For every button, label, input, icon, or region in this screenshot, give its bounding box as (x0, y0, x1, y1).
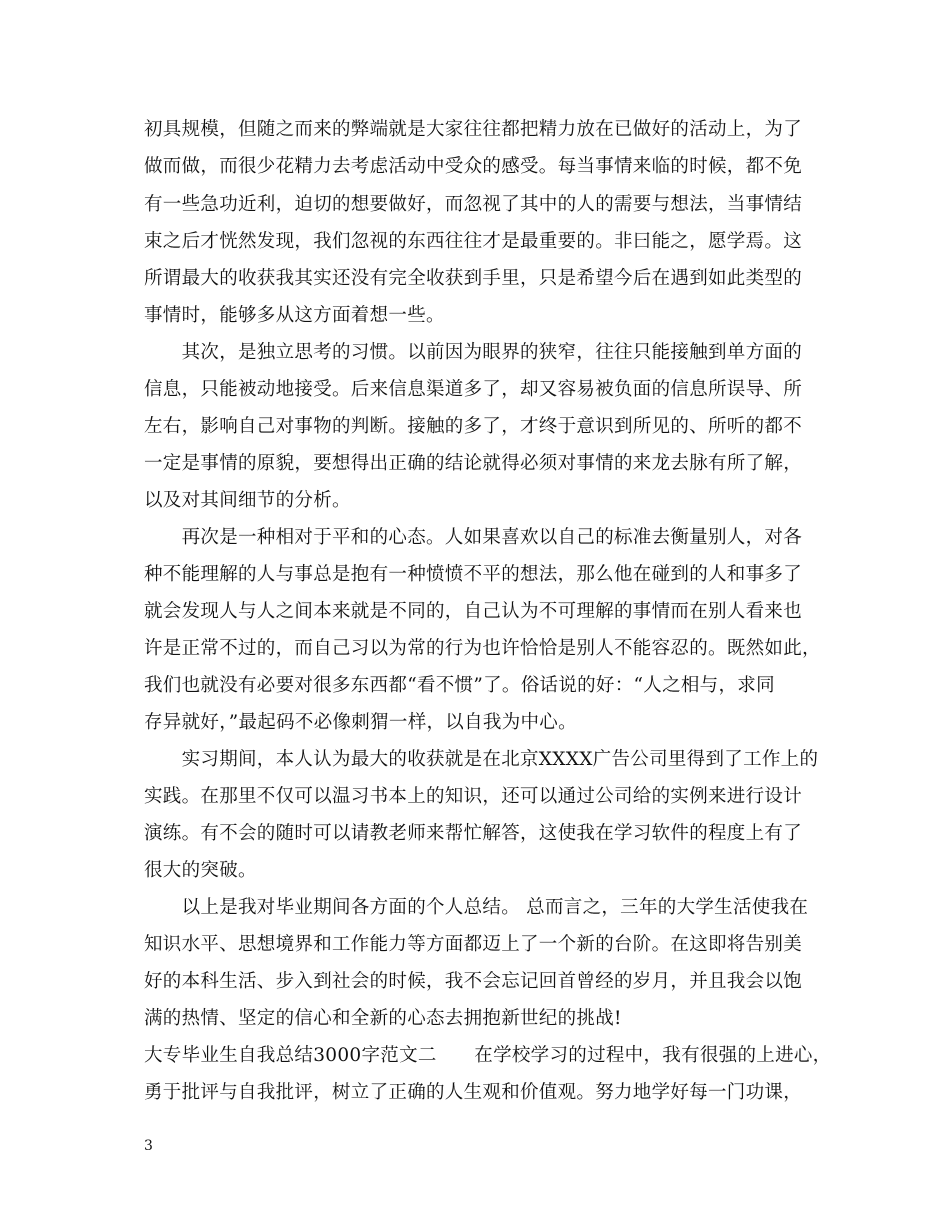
text-line: 事情时，能够多从这方面着想一些。 (144, 305, 445, 326)
text-line: 种不能理解的人与事总是抱有一种愤愤不平的想法，那么他在碰到的人和事多了 (144, 564, 803, 585)
text-line: 所谓最大的收获我其实还没有完全收获到手里，只是希望今后在遇到如此类型的 (144, 268, 803, 289)
text-line: 勇于批评与自我批评，树立了正确的人生观和价值观。努力地学好每一门功课， (144, 1082, 803, 1103)
text-line: 就会发现人与人之间本来就是不同的，自己认为不可理解的事情而在别人看来也 (144, 601, 803, 622)
paragraph-start-line: 以上是我对毕业期间各方面的个人总结。 总而言之，三年的大学生活使我在 (144, 897, 809, 918)
section-heading-line: 大专毕业生自我总结3000字范文二 在学校学习的过程中，我有很强的上进心， (144, 1045, 832, 1066)
text-line: 信息，只能被动地接受。后来信息渠道多了，却又容易被负面的信息所误导、所 (144, 379, 803, 400)
text-line: 许是正常不过的，而自己习以为常的行为也许恰恰是别人不能容忍的。既然如此， (144, 638, 821, 659)
text-line: 很大的突破。 (144, 860, 257, 881)
text-line: 左右，影响自己对事物的判断。接触的多了，才终于意识到所见的、所听的都不 (144, 416, 803, 437)
paragraph-start-line: 实习期间，本人认为最大的收获就是在北京XXXX广告公司里得到了工作上的 (144, 749, 819, 770)
paragraph-start-line: 再次是一种相对于平和的心态。人如果喜欢以自己的标准去衡量别人，对各 (144, 527, 803, 548)
paragraph-start-line: 其次，是独立思考的习惯。以前因为眼界的狭窄，往往只能接触到单方面的 (144, 342, 803, 363)
text-line: 实践。在那里不仅可以温习书本上的知识，还可以通过公司给的实例来进行设计 (144, 786, 803, 807)
text-line: 知识水平、思想境界和工作能力等方面都迈上了一个新的台阶。在这即将告别美 (144, 934, 803, 955)
text-line: 以及对其间细节的分析。 (144, 490, 351, 511)
text-line: 做而做，而很少花精力去考虑活动中受众的感受。每当事情来临的时候，都不免 (144, 156, 803, 177)
text-line: 好的本科生活、步入到社会的时候，我不会忘记回首曾经的岁月，并且我会以饱 (144, 971, 803, 992)
page-number: 3 (144, 1138, 153, 1154)
text-line: 有一些急功近利，迫切的想要做好，而忽视了其中的人的需要与想法，当事情结 (144, 194, 803, 215)
text-line: 束之后才恍然发现，我们忽视的东西往往才是最重要的。非曰能之，愿学焉。这 (144, 231, 803, 252)
text-line: 我们也就没有必要对很多东西都“看不惯”了。俗话说的好：“人之相与，求同 (144, 675, 775, 696)
text-line: 满的热情、坚定的信心和全新的心态去拥抱新世纪的挑战! (144, 1008, 622, 1029)
text-line: 初具规模，但随之而来的弊端就是大家往往都把精力放在已做好的活动上，为了 (144, 119, 803, 140)
text-line: 演练。有不会的随时可以请教老师来帮忙解答，这使我在学习软件的程度上有了 (144, 823, 803, 844)
text-line: 一定是事情的原貌，要想得出正确的结论就得必须对事情的来龙去脉有所了解， (144, 453, 803, 474)
text-line: 存异就好，”最起码不必像刺猬一样，以自我为中心。 (144, 712, 577, 733)
